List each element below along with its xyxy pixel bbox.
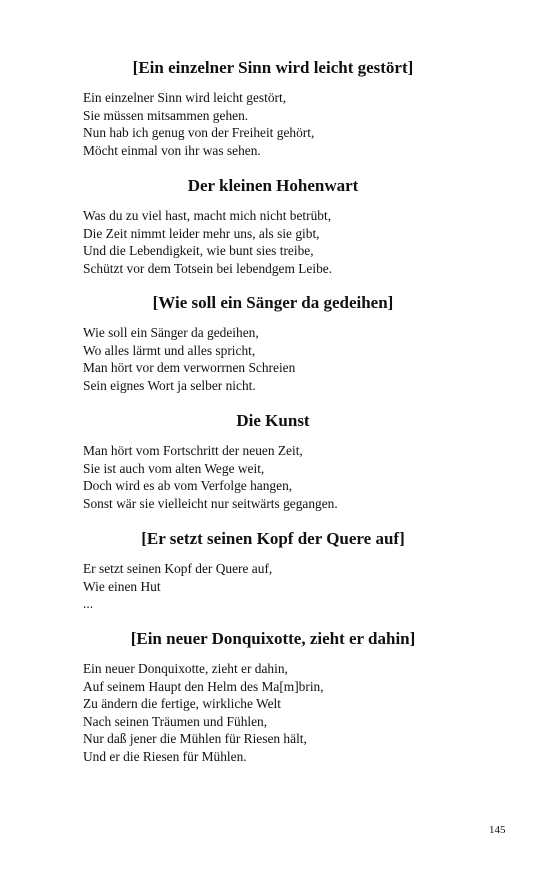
- poem-lines: [83, 560, 463, 613]
- poem-title: [Wie soll ein Sänger da gedeihen]: [152, 293, 394, 312]
- poem-line: Ein neuer Donquixotte, zieht er dahin,: [83, 661, 288, 676]
- poem-lines: [83, 442, 463, 512]
- poem-line: Man hört vor dem verworrnen Schreien: [83, 360, 296, 375]
- poem-section: [83, 410, 463, 512]
- poem-section: [83, 528, 463, 613]
- poem-line: Was du zu viel hast, macht mich nicht betrübt,: [83, 208, 332, 223]
- poem-title: Die Kunst: [236, 411, 310, 430]
- poem-line: Wie soll ein Sänger da gedeihen,: [83, 325, 259, 340]
- poem-line: Nur daß jener die Mühlen für Riesen hält,: [83, 731, 307, 746]
- poem-lines: [83, 89, 463, 159]
- poem-lines: [83, 324, 463, 394]
- poem-line: Zu ändern die fertige, wirkliche Welt: [83, 696, 281, 711]
- poem-line: Sie ist auch vom alten Wege weit,: [83, 460, 265, 476]
- poem-lines: [83, 660, 463, 765]
- poem-line: Er setzt seinen Kopf der Quere auf,: [83, 561, 273, 576]
- poem-line: Auf seinem Haupt den Helm des Ma[m]brin,: [83, 678, 324, 694]
- poem-section: [83, 628, 463, 765]
- poem-line: ...: [83, 596, 94, 611]
- poem-line: Möcht einmal von ihr was sehen.: [83, 142, 261, 158]
- poem-section: [83, 292, 463, 394]
- poem-section: [83, 57, 463, 159]
- poem-line: Nun hab ich genug von der Freiheit gehört,: [83, 125, 315, 140]
- poem-line: Schützt vor dem Totsein bei lebendgem Leibe.: [83, 260, 333, 276]
- poem-line: Nach seinen Träumen und Fühlen,: [83, 713, 268, 729]
- poem-line: Man hört vom Fortschritt der neuen Zeit,: [83, 443, 303, 458]
- poem-line: Und die Lebendigkeit, wie bunt sies treibe,: [83, 243, 314, 258]
- poem-line: Wie einen Hut: [83, 578, 161, 594]
- poem-title: [Er setzt seinen Kopf der Quere auf]: [141, 529, 405, 548]
- poem-line: Sie müssen mitsammen gehen.: [83, 107, 249, 123]
- poem-line: Ein einzelner Sinn wird leicht gestört,: [83, 90, 287, 105]
- poem-section: [83, 175, 463, 277]
- poem-title: [Ein neuer Donquixotte, zieht er dahin]: [130, 629, 416, 648]
- poem-line: Sonst wär sie vielleicht nur seitwärts gegangen.: [83, 495, 338, 511]
- poem-line: Sein eignes Wort ja selber nicht.: [83, 377, 256, 393]
- poem-line: Wo alles lärmt und alles spricht,: [83, 342, 256, 358]
- poem-lines: [83, 207, 463, 277]
- poem-line: Doch wird es ab vom Verfolge hangen,: [83, 478, 293, 493]
- poem-title: [Ein einzelner Sinn wird leicht gestört]: [132, 58, 414, 77]
- poem-title: Der kleinen Hohenwart: [187, 176, 359, 195]
- poem-line: Und er die Riesen für Mühlen.: [83, 748, 247, 764]
- page-number: 145: [489, 824, 506, 836]
- poem-line: Die Zeit nimmt leider mehr uns, als sie gibt,: [83, 225, 320, 241]
